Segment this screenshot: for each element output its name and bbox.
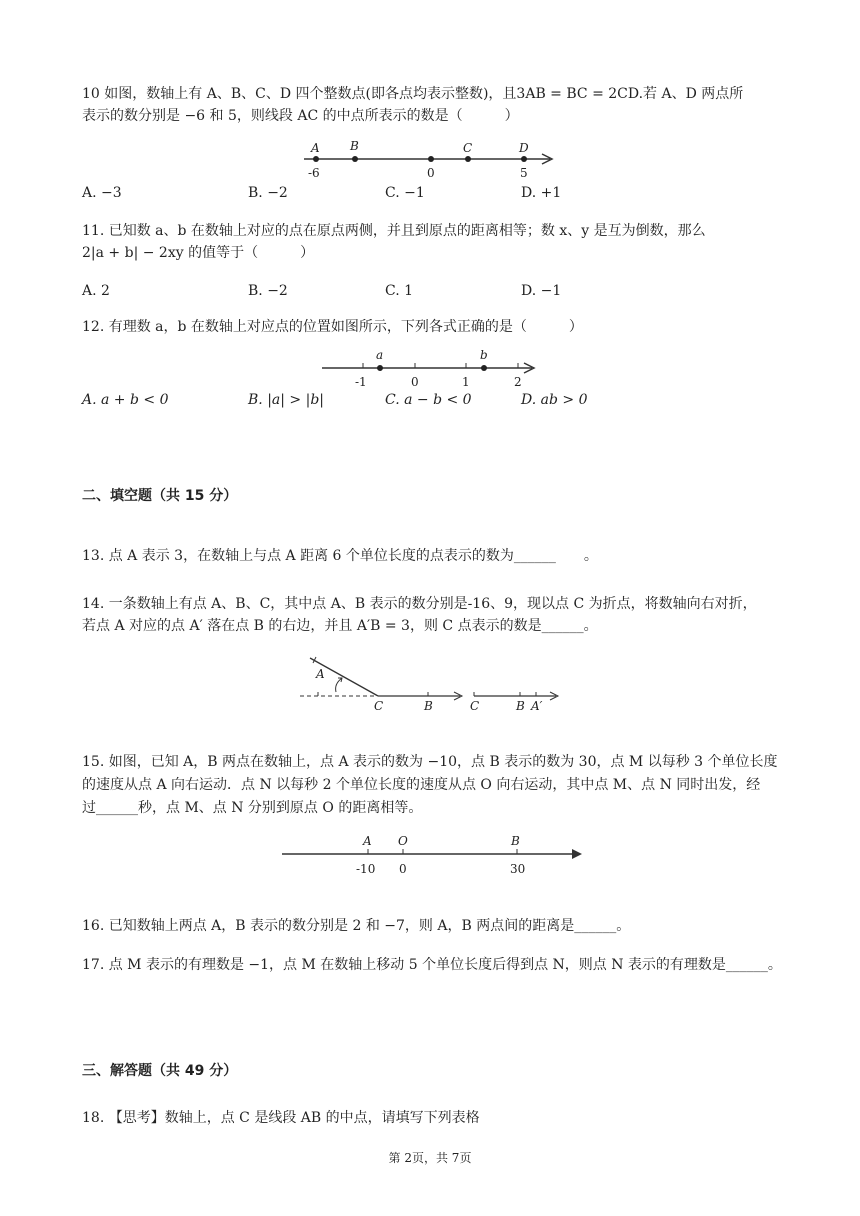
q10-label-d: D — [519, 141, 529, 155]
q12-tick-1: 1 — [462, 375, 470, 389]
q12-tick-neg1: -1 — [355, 375, 367, 389]
q12-option-a: A. a + b < 0 — [82, 392, 169, 408]
section-fill-in-heading: 二、填空题（共 15 分） — [82, 488, 238, 504]
q14-label-b2: B — [516, 699, 525, 713]
q10-stem-line1: 10 如图，数轴上有 A、B、C、D 四个整数点(即各点均表示整数)，且3AB = BC = 2CD.若 A、D 两点所 — [82, 86, 744, 102]
q15-label-b: B — [511, 834, 520, 848]
q10-point-a — [313, 156, 319, 162]
q12-stem: 12. 有理数 a，b 在数轴上对应点的位置如图所示，下列各式正确的是（ ） — [82, 319, 583, 335]
q10-point-b — [352, 156, 358, 162]
q12-point-b — [481, 365, 487, 371]
q10-option-d: D. +1 — [521, 185, 562, 201]
q12-label-a: a — [376, 348, 384, 362]
q10-label-a: A — [311, 141, 320, 155]
q10-stem-line2: 表示的数分别是 −6 和 5，则线段 AC 的中点所表示的数是（ ） — [82, 108, 519, 124]
q14-label-c2: C — [470, 699, 480, 713]
q18-stem: 18. 【思考】数轴上，点 C 是线段 AB 的中点，请填写下列表格 — [82, 1110, 480, 1126]
q10-tick-0: 0 — [427, 166, 435, 180]
q11-option-b: B. −2 — [248, 283, 288, 299]
q14-label-a-prime: A′ — [531, 699, 543, 713]
q15-stem-line3: 过______秒，点 M、点 N 分别到原点 O 的距离相等。 — [82, 800, 423, 816]
q14-label-b1: B — [424, 699, 433, 713]
q12-tick-0: 0 — [411, 375, 419, 389]
q12-option-d: D. ab > 0 — [521, 392, 588, 408]
q10-label-c: C — [463, 141, 473, 155]
q11-stem-line2: 2|a + b| − 2xy 的值等于（ ） — [82, 245, 315, 261]
q11-option-c: C. 1 — [385, 283, 414, 299]
q11-option-d: D. −1 — [521, 283, 562, 299]
q10-tick-5: 5 — [520, 166, 528, 180]
q15-tick-neg10: -10 — [356, 862, 376, 876]
q14-fold-figure — [298, 654, 560, 714]
q15-label-o: O — [398, 834, 408, 848]
q10-point-d — [521, 156, 527, 162]
q12-option-b: B. |a| > |b| — [248, 392, 324, 408]
q10-option-c: C. −1 — [385, 185, 425, 201]
q13-stem: 13. 点 A 表示 3，在数轴上与点 A 距离 6 个单位长度的点表示的数为______ 。 — [82, 548, 598, 564]
q10-option-b: B. −2 — [248, 185, 288, 201]
q14-stem-line2: 若点 A 对应的点 A′ 落在点 B 的右边，并且 A′B = 3，则 C 点表示的数是______。 — [82, 618, 598, 634]
q15-stem-line1: 15. 如图，已知 A，B 两点在数轴上，点 A 表示的数为 −10，点 B 表示的数为 30，点 M 以每秒 3 个单位长度 — [82, 754, 778, 770]
q15-tick-0: 0 — [399, 862, 407, 876]
q15-stem-line2: 的速度从点 A 向右运动．点 N 以每秒 2 个单位长度的速度从点 O 向右运动，其中点 M、点 N 同时出发，经 — [82, 777, 761, 793]
page-footer: 第 2页，共 7页 — [388, 1151, 472, 1165]
q14-label-a: A — [316, 667, 325, 681]
q10-point-zero — [428, 156, 434, 162]
q16-stem: 16. 已知数轴上两点 A，B 表示的数分别是 2 和 −7，则 A，B 两点间的距离是______。 — [82, 918, 631, 934]
q12-number-line — [320, 346, 550, 392]
section-solution-heading: 三、解答题（共 49 分） — [82, 1063, 238, 1079]
q12-label-b: b — [480, 348, 488, 362]
q15-number-line — [280, 832, 585, 878]
q15-tick-30: 30 — [510, 862, 526, 876]
q11-stem-line1: 11. 已知数 a、b 在数轴上对应的点在原点两侧，并且到原点的距离相等；数 x、y 是互为倒数，那么 — [82, 223, 706, 239]
q15-label-a: A — [363, 834, 372, 848]
q14-stem-line1: 14. 一条数轴上有点 A、B、C，其中点 A、B 表示的数分别是-16、9，现以点 C 为折点，将数轴向右对折， — [82, 596, 757, 612]
q14-label-c1: C — [374, 699, 384, 713]
q12-point-a — [377, 365, 383, 371]
q11-option-a: A. 2 — [82, 283, 110, 299]
q12-option-c: C. a − b < 0 — [385, 392, 472, 408]
q10-number-line — [300, 138, 570, 180]
q10-option-a: A. −3 — [82, 185, 122, 201]
q12-tick-2: 2 — [514, 375, 522, 389]
q10-point-c — [465, 156, 471, 162]
q10-label-b: B — [350, 139, 359, 153]
q10-tick-neg6: -6 — [308, 166, 320, 180]
q17-stem: 17. 点 M 表示的有理数是 −1，点 M 在数轴上移动 5 个单位长度后得到点 N，则点 N 表示的有理数是______。 — [82, 957, 782, 973]
